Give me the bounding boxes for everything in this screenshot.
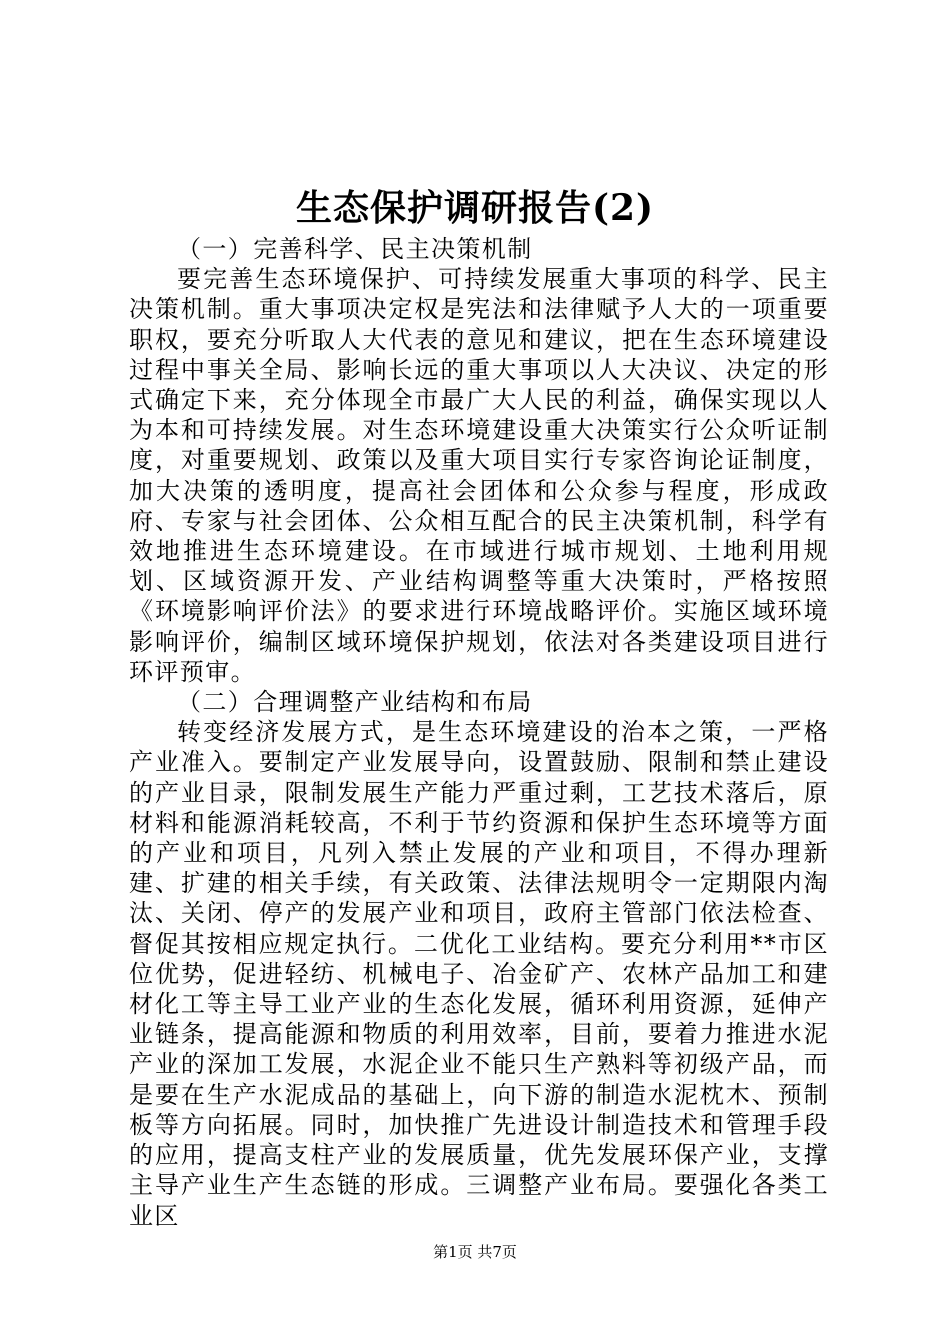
page-footer: 第1页 共7页 bbox=[433, 1243, 517, 1261]
section-heading-1: （一）完善科学、民主决策机制 bbox=[177, 235, 533, 263]
paragraph-1: 要完善生态环境保护、可持续发展重大事项的科学、民主决策机制。重大事项决定权是宪法和法律赋予人大的一项重要职权，要充分听取人大代表的意见和建议，把在生态环境建设过程中事关全局、影响长远的重大事项以人大决议、决定的形式确定下来，充分体现全市最广大人民的利益，确保实现以人为本和可持续发展。对生态环境建设重大决策实行公众听证制度，对重要规划、政策以及重大项目实行专家咨询论证制度，加大决策的透明度，提高社会团体和公众参与程度，形成政府、专家与社会团体、公众相互配合的民主决策机制，科学有效地推进生态环境建设。在市域进行城市规划、土地利用规划、区域资源开发、产业结构调整等重大决策时，严格按照《环境影响评价法》的要求进行环境战略评价。实施区域环境影响评价，编制区域环境保护规划，依法对各类建设项目进行环评预审。 bbox=[129, 265, 829, 686]
paragraph-2: 转变经济发展方式，是生态环境建设的治本之策，一严格产业准入。要制定产业发展导向，设置鼓励、限制和禁止建设的产业目录，限制发展生产能力严重过剩，工艺技术落后，原材料和能源消耗较高，不利于节约资源和保护生态环境等方面的产业和项目，凡列入禁止发展的产业和项目，不得办理新建、扩建的相关手续，有关政策、法律法规明令一定期限内淘汰、关闭、停产的发展产业和项目，政府主管部门依法检查、督促其按相应规定执行。二优化工业结构。要充分利用**市区位优势，促进轻纺、机械电子、冶金矿产、农林产品加工和建材化工等主导工业产业的生态化发展，循环利用资源，延伸产业链条，提高能源和物质的利用效率，目前，要着力推进水泥产业的深加工发展，水泥企业不能只生产熟料等初级产品，而是要在生产水泥成品的基础上，向下游的制造水泥枕木、预制板等方向拓展。同时，加快推广先进设计制造技术和管理手段的应用，提高支柱产业的发展质量，优先发展环保产业，支撑主导产业生产生态链的形成。三调整产业布局。要强化各类工业区 bbox=[129, 718, 829, 1230]
section-heading-2: （二）合理调整产业结构和布局 bbox=[177, 688, 533, 717]
document-title: 生态保护调研报告(2) bbox=[295, 187, 655, 229]
document-body bbox=[129, 234, 829, 1231]
